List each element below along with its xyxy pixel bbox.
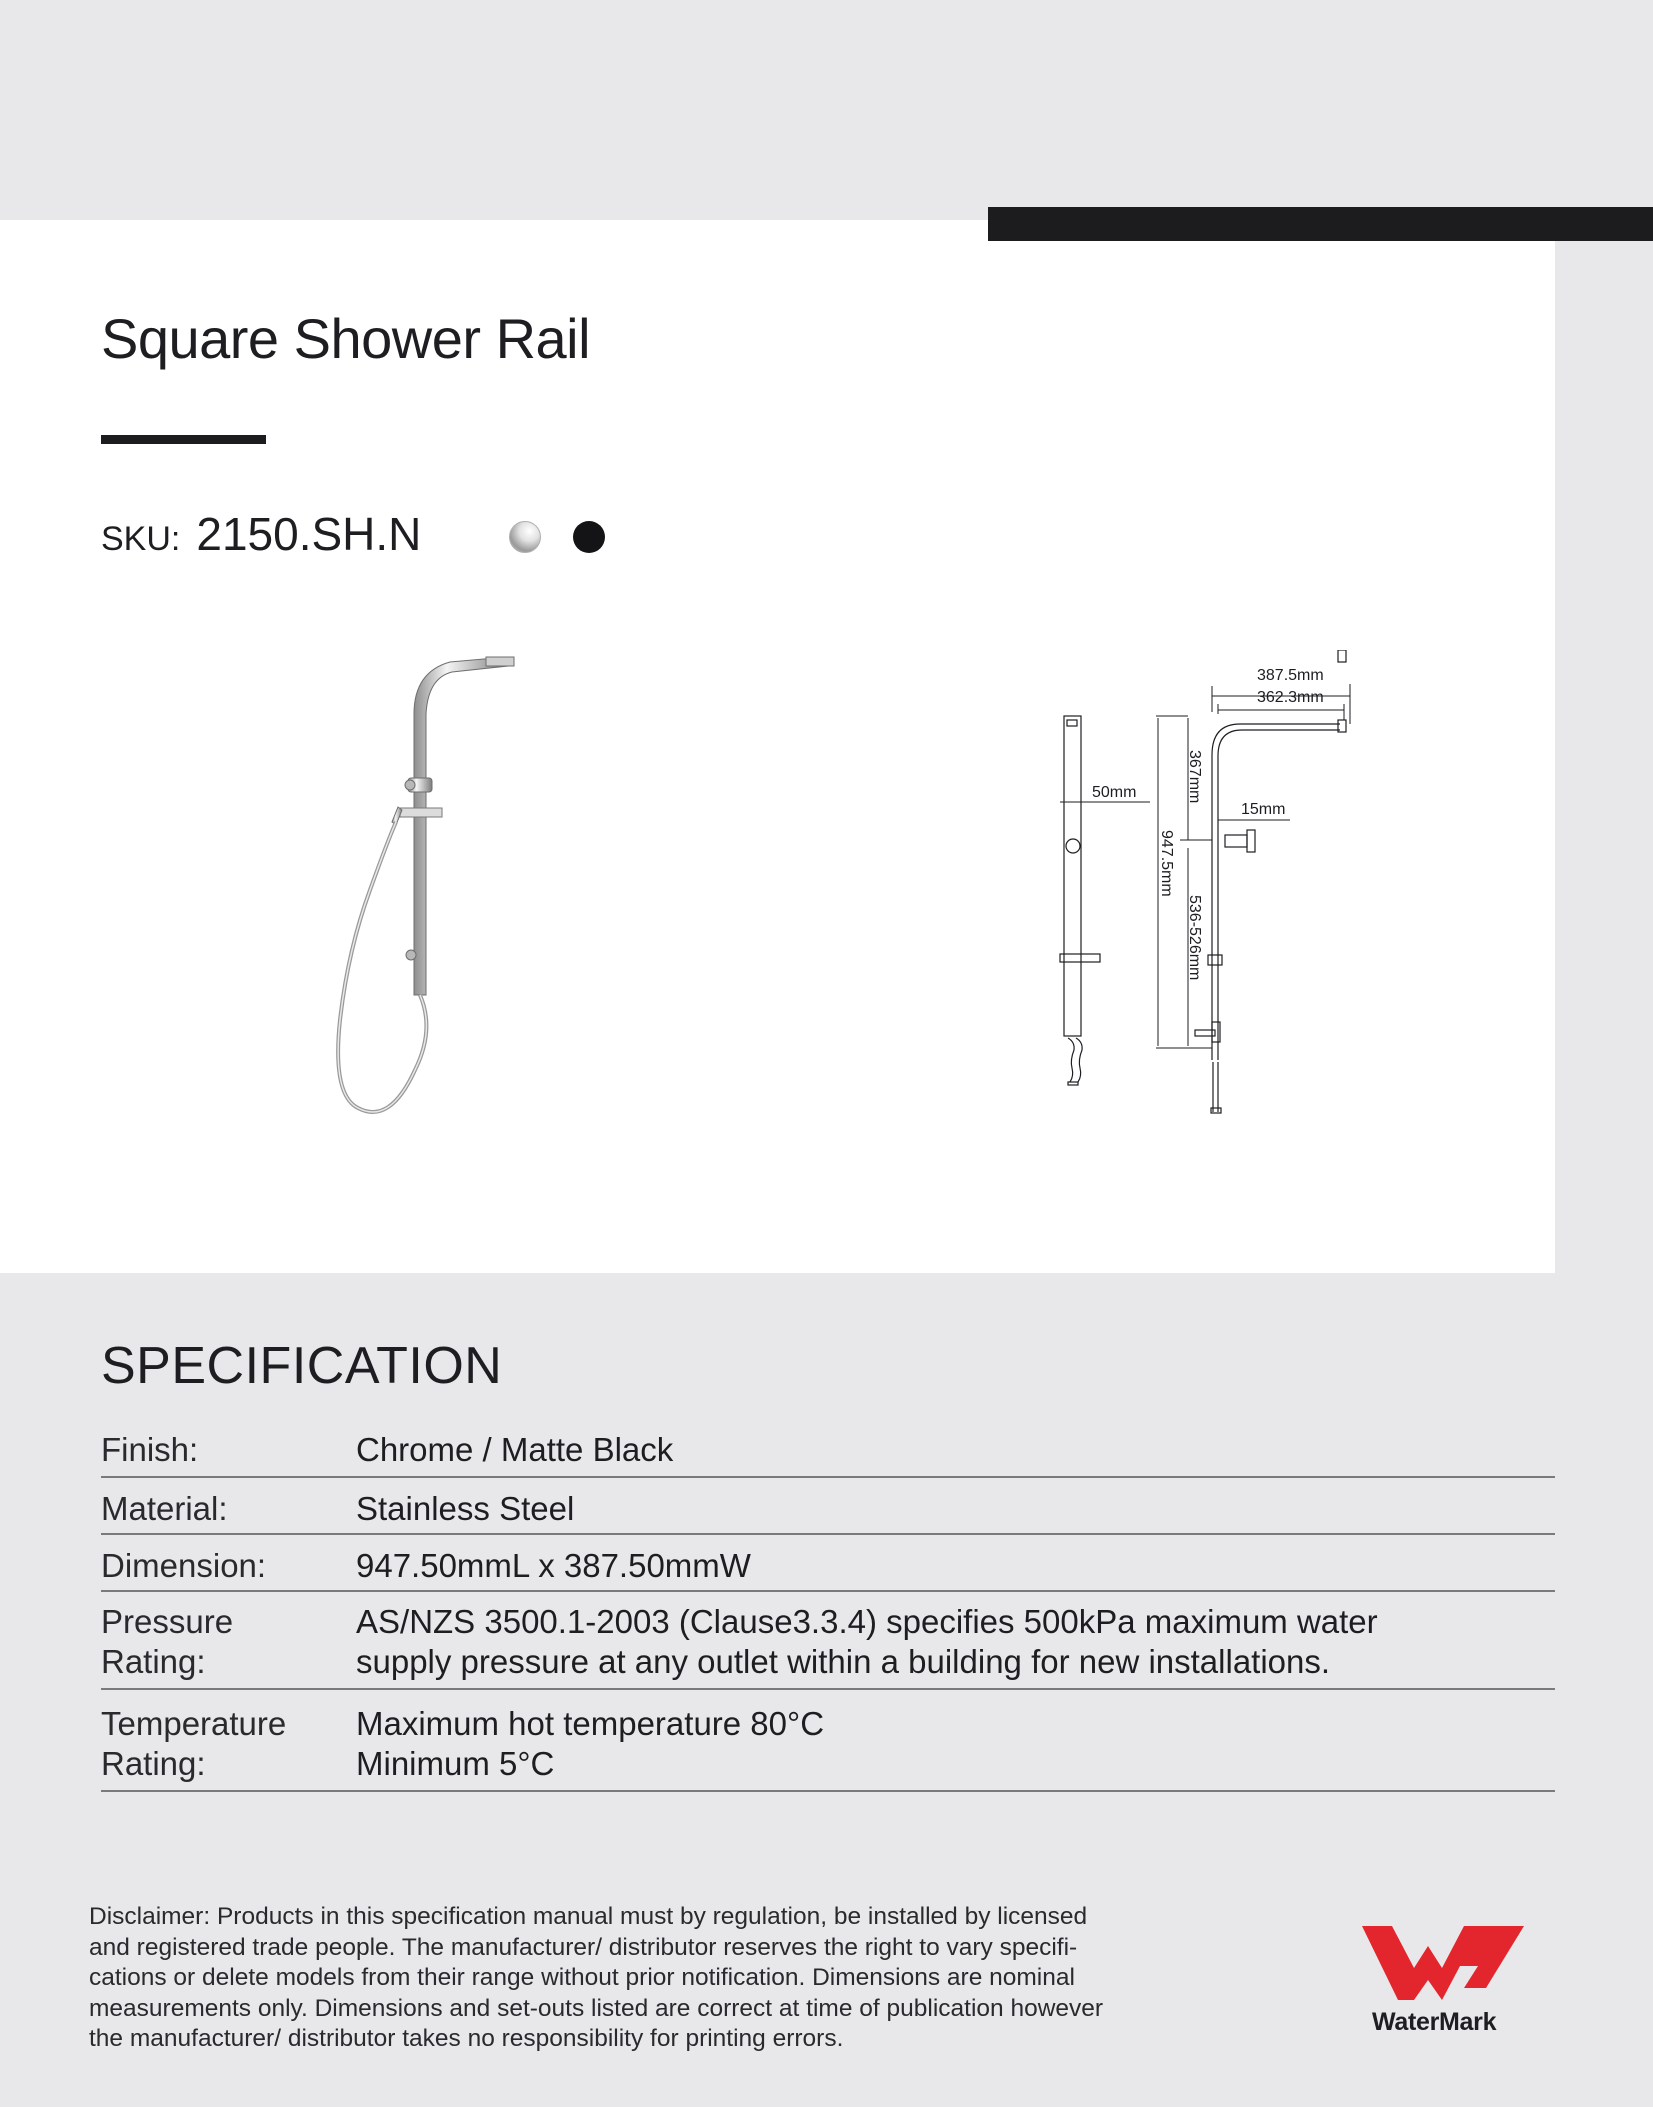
shower-head [486,657,514,666]
disclaimer-line: the manufacturer/ distributor takes no responsibility for printing errors. [89,2025,844,2052]
matte-black-finish-swatch[interactable] [573,521,605,553]
spec-label-line: Temperature [101,1705,287,1742]
spec-row-dimension [101,1535,1555,1592]
disclaimer-line: measurements only. Dimensions and set-outs listed are correct at time of publication however [89,1994,1104,2022]
sku-value: 2150.SH.N [196,508,422,560]
spec-value: Chrome / Matte Black [356,1431,674,1468]
spec-row-pressure-rating [101,1592,1555,1690]
spec-label: Material: [101,1490,228,1527]
top-band [0,0,1653,220]
dim-387-5: 387.5mm [1257,667,1324,684]
spec-label: Dimension: [101,1547,267,1584]
specification-heading: SPECIFICATION [101,1337,503,1395]
wall-bracket-top [405,780,415,790]
dim-362-3: 362.3mm [1257,689,1324,706]
spec-label-line: Rating: [101,1745,206,1782]
spec-label [101,1704,356,1790]
watermark-logo-text: WaterMark [1372,2008,1497,2036]
shower-hose [338,822,426,1112]
dim-536-526: 536-526mm [1186,895,1203,981]
spec-value [356,1602,1555,1688]
spec-value-line: AS/NZS 3500.1-2003 (Clause3.3.4) specifies 500kPa maximum water [356,1603,1378,1640]
handset-holder [400,808,442,817]
spec-value: Stainless Steel [356,1490,575,1527]
spec-row-finish [101,1424,1555,1478]
spec-value-line: Maximum hot temperature 80°C [356,1705,825,1742]
disclaimer [89,1902,1199,2055]
technical-drawing [1040,650,1370,1130]
spec-value-line: Minimum 5°C [356,1745,555,1782]
shower-rail-product-image [310,650,540,1130]
title-underline [101,435,266,444]
spec-value-line: supply pressure at any outlet within a building for new installations. [356,1643,1331,1680]
sku-label: SKU: [101,520,181,558]
dim-367: 367mm [1186,750,1203,804]
spec-label [101,1602,356,1688]
disclaimer-line: and registered trade people. The manufacturer/ distributor reserves the right to vary specifi- [89,1933,1078,1961]
disclaimer-line: cations or delete models from their range without prior notification. Dimensions are nominal [89,1964,1075,1991]
rail-riser [414,657,508,995]
spec-row-material [101,1478,1555,1535]
spec-value [356,1704,1555,1790]
wall-bracket-bottom [406,950,416,960]
spec-label: Finish: [101,1431,199,1468]
specification-table [101,1424,1555,1792]
dim-50: 50mm [1092,784,1137,801]
dim-947-5: 947.5mm [1158,830,1175,897]
accent-bar [988,207,1653,241]
dimension-labels [1092,667,1324,980]
chrome-finish-swatch[interactable] [509,521,541,553]
spec-label-line: Pressure [101,1603,234,1640]
spec-value: 947.50mmL x 387.50mmW [356,1547,751,1584]
disclaimer-line: Disclaimer: Products in this specification manual must by regulation, be installed by licensed [89,1903,1088,1930]
dim-15: 15mm [1241,801,1286,818]
sku-row [101,507,421,567]
page-title: Square Shower Rail [101,307,591,370]
spec-row-temperature-rating [101,1690,1555,1792]
spec-label-line: Rating: [101,1643,206,1680]
